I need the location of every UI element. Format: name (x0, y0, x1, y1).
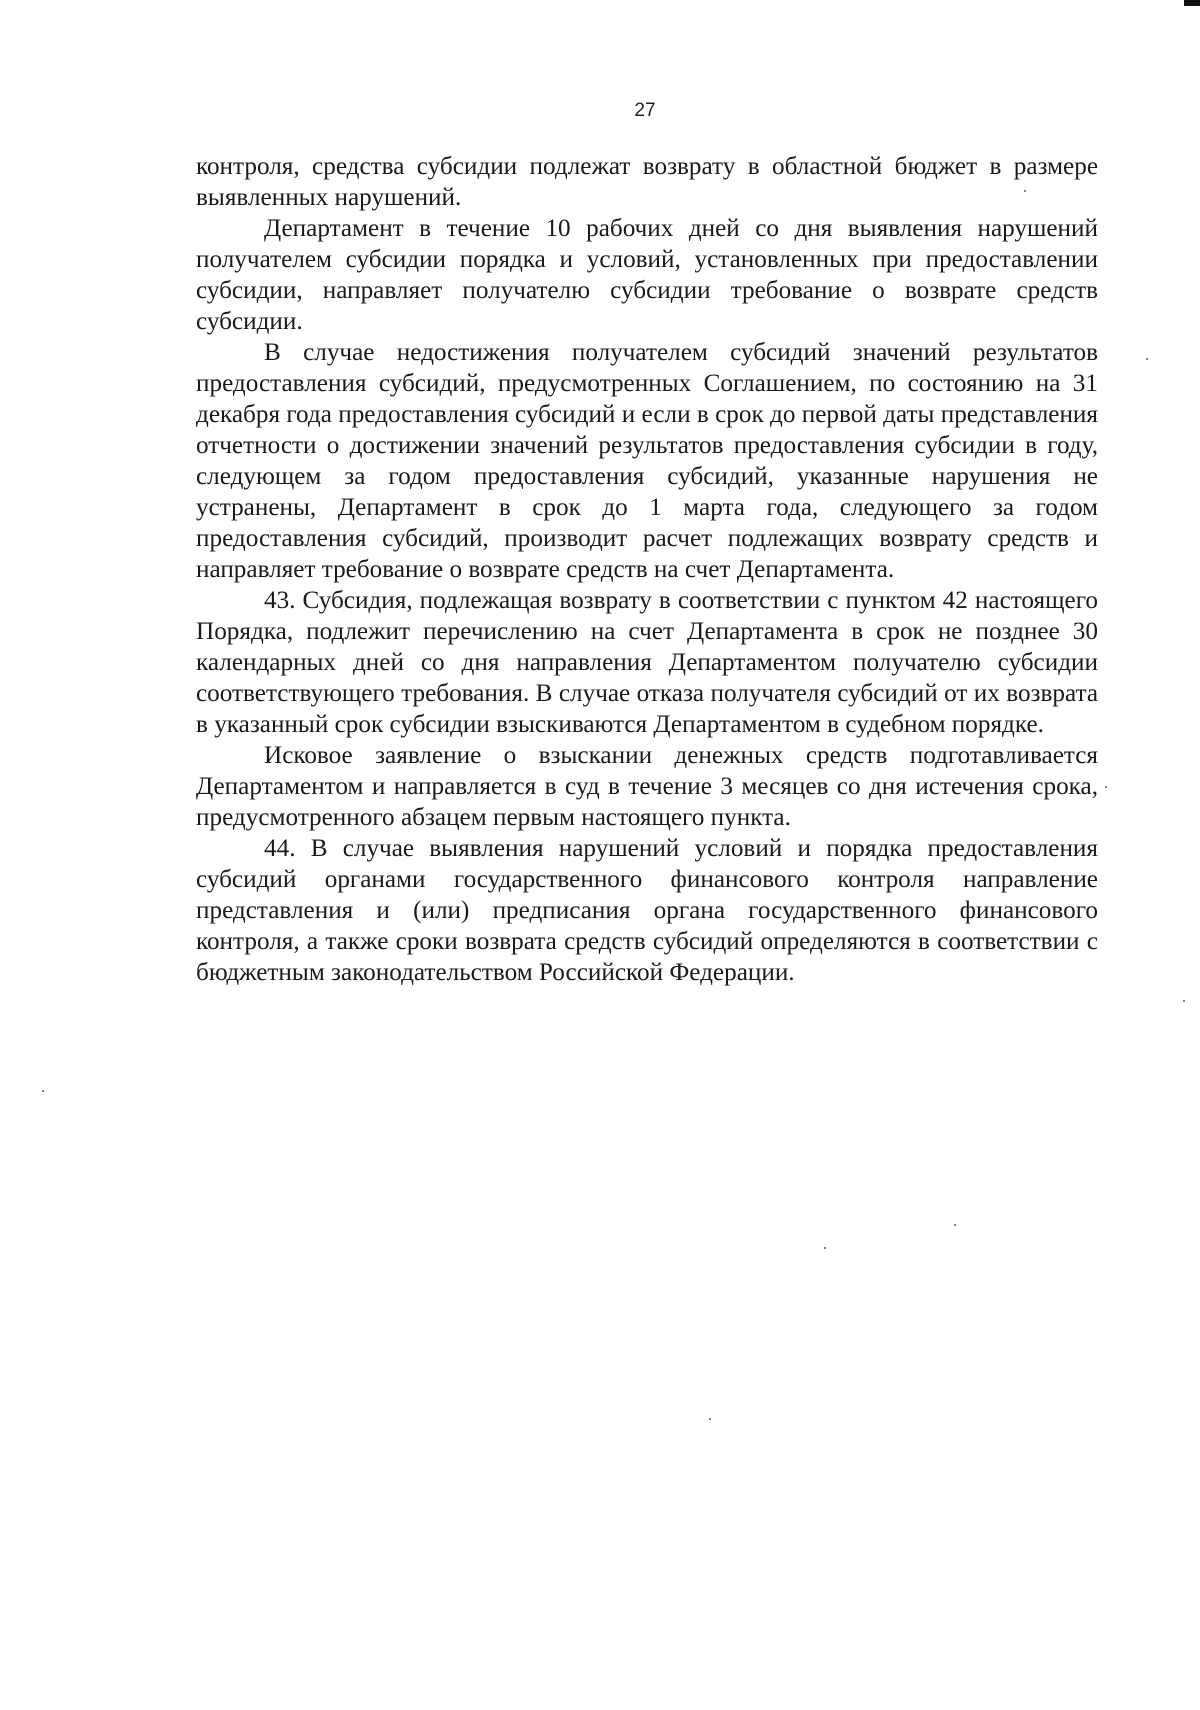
scan-speck (1146, 358, 1148, 360)
paragraph-continuation: контроля, средства субсидии подлежат возврату в областной бюджет в размере выявленных нарушений. (196, 153, 1098, 211)
page-number: 27 (634, 100, 656, 121)
scan-corner-mark (1184, 0, 1200, 6)
scan-speck (954, 1224, 956, 1226)
paragraph-results-not-achieved: В случае недостижения получателем субсидий значений результатов предоставления субсидий, предусмотренных Соглашением, по состоянию на 31 декабря года предоставления субсидий и если в срок до первой даты представления отчетности о достижении значений результатов предоставления субсидии в году, следующем за годом предоставления субсидий, указанные нарушения не устранены, Департамент в срок до 1 марта года, следующего за годом предоставления субсидий, производит расчет подлежащих возврату средств и направляет требование о возврате средств на счет Департамента. (196, 339, 1098, 583)
scan-speck (709, 1418, 711, 1420)
paragraph-demand-notice: Департамент в течение 10 рабочих дней со дня выявления нарушений получателем субсидии порядка и условий, установленных при предоставлении субсидии, направляет получателю субсидии требование о возврате средств субсидии. (196, 215, 1098, 335)
document-body (196, 151, 1098, 988)
paragraph-item-44: 44. В случае выявления нарушений условий и порядка предоставления субсидий органами государственного финансового контроля направление представления и (или) предписания органа государственного финансового контроля, а также сроки возврата средств субсидий определяются в соответствии с бюджетным законодательством Российской Федерации. (196, 835, 1098, 986)
paragraph-claim-statement: Исковое заявление о взыскании денежных средств подготавливается Департаментом и направляется в суд в течение 3 месяцев со дня истечения срока, предусмотренного абзацем первым настоящего пункта. (196, 742, 1098, 831)
scan-speck (824, 1247, 826, 1249)
scan-speck (1183, 1000, 1185, 1002)
scan-speck (42, 1090, 44, 1092)
scan-speck (1105, 786, 1107, 788)
paragraph-item-43: 43. Субсидия, подлежащая возврату в соответствии с пунктом 42 настоящего Порядка, подлежит перечислению на счет Департамента в срок не позднее 30 календарных дней со дня направления Департаментом получателю субсидии соответствующего требования. В случае отказа получателя субсидий от их возврата в указанный срок субсидии взыскиваются Департаментом в судебном порядке. (196, 587, 1098, 738)
scan-speck (1024, 190, 1026, 192)
